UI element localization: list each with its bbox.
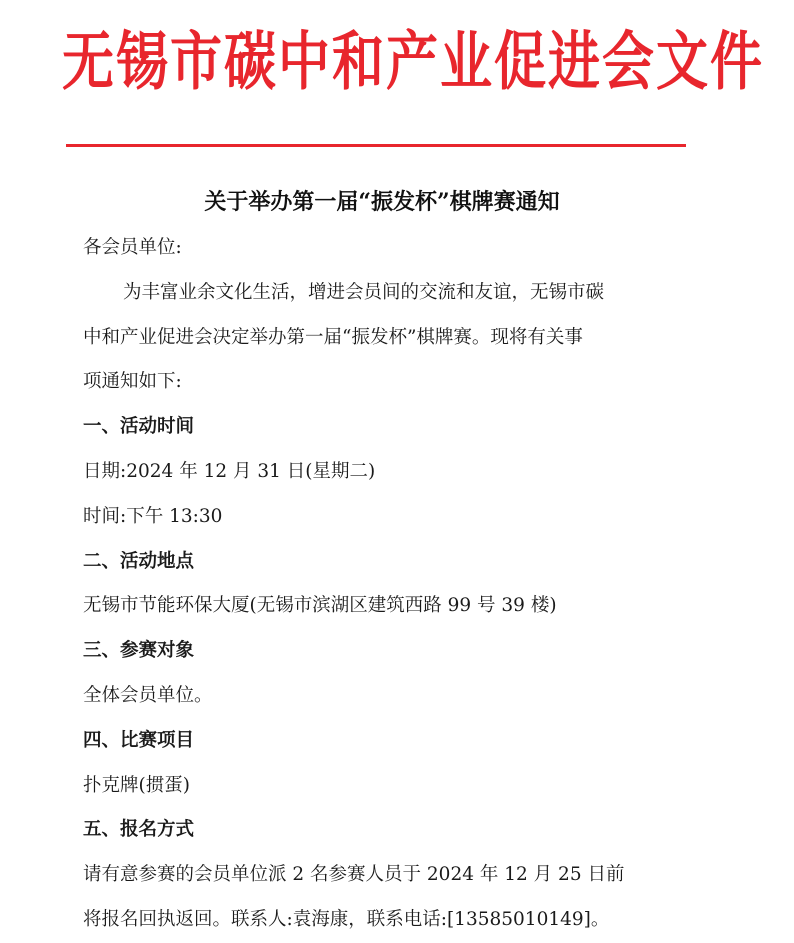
event-date: 日期:2024 年 12 月 31 日(星期二)	[83, 460, 376, 482]
registration-line-1: 请有意参赛的会员单位派 2 名参赛人员于 2024 年 12 月 25 日前	[83, 864, 625, 886]
intro-line-2: 中和产业促进会决定举办第一届“振发杯”棋牌赛。现将有关事	[83, 326, 583, 348]
notice-title: 关于举办第一届“振发杯”棋牌赛通知	[204, 189, 560, 215]
document-header	[0, 0, 794, 160]
salutation: 各会员单位:	[83, 237, 182, 258]
org-file-title: 无锡市碳中和产业促进会文件	[62, 26, 765, 100]
red-divider-line	[66, 144, 686, 147]
event-location: 无锡市节能环保大厦(无锡市滨湖区建筑西路 99 号 39 楼)	[83, 595, 557, 617]
intro-line-1: 为丰富业余文化生活，增进会员间的交流和友谊，无锡市碳	[123, 281, 605, 303]
section-heading-registration: 五、报名方式	[83, 819, 195, 841]
notice-body	[83, 226, 693, 943]
event-item-text: 扑克牌(掼蛋)	[83, 774, 190, 796]
participants-text: 全体会员单位。	[83, 684, 213, 706]
intro-line-3: 项通知如下:	[83, 371, 182, 393]
section-heading-event-item: 四、比赛项目	[83, 729, 195, 751]
section-heading-participants: 三、参赛对象	[83, 640, 195, 662]
section-heading-location: 二、活动地点	[83, 550, 195, 572]
section-heading-time: 一、活动时间	[83, 416, 195, 438]
registration-line-2: 将报名回执返回。联系人:袁海康，联系电话:[13585010149]。	[83, 908, 610, 930]
event-time: 时间:下午 13:30	[83, 505, 223, 527]
